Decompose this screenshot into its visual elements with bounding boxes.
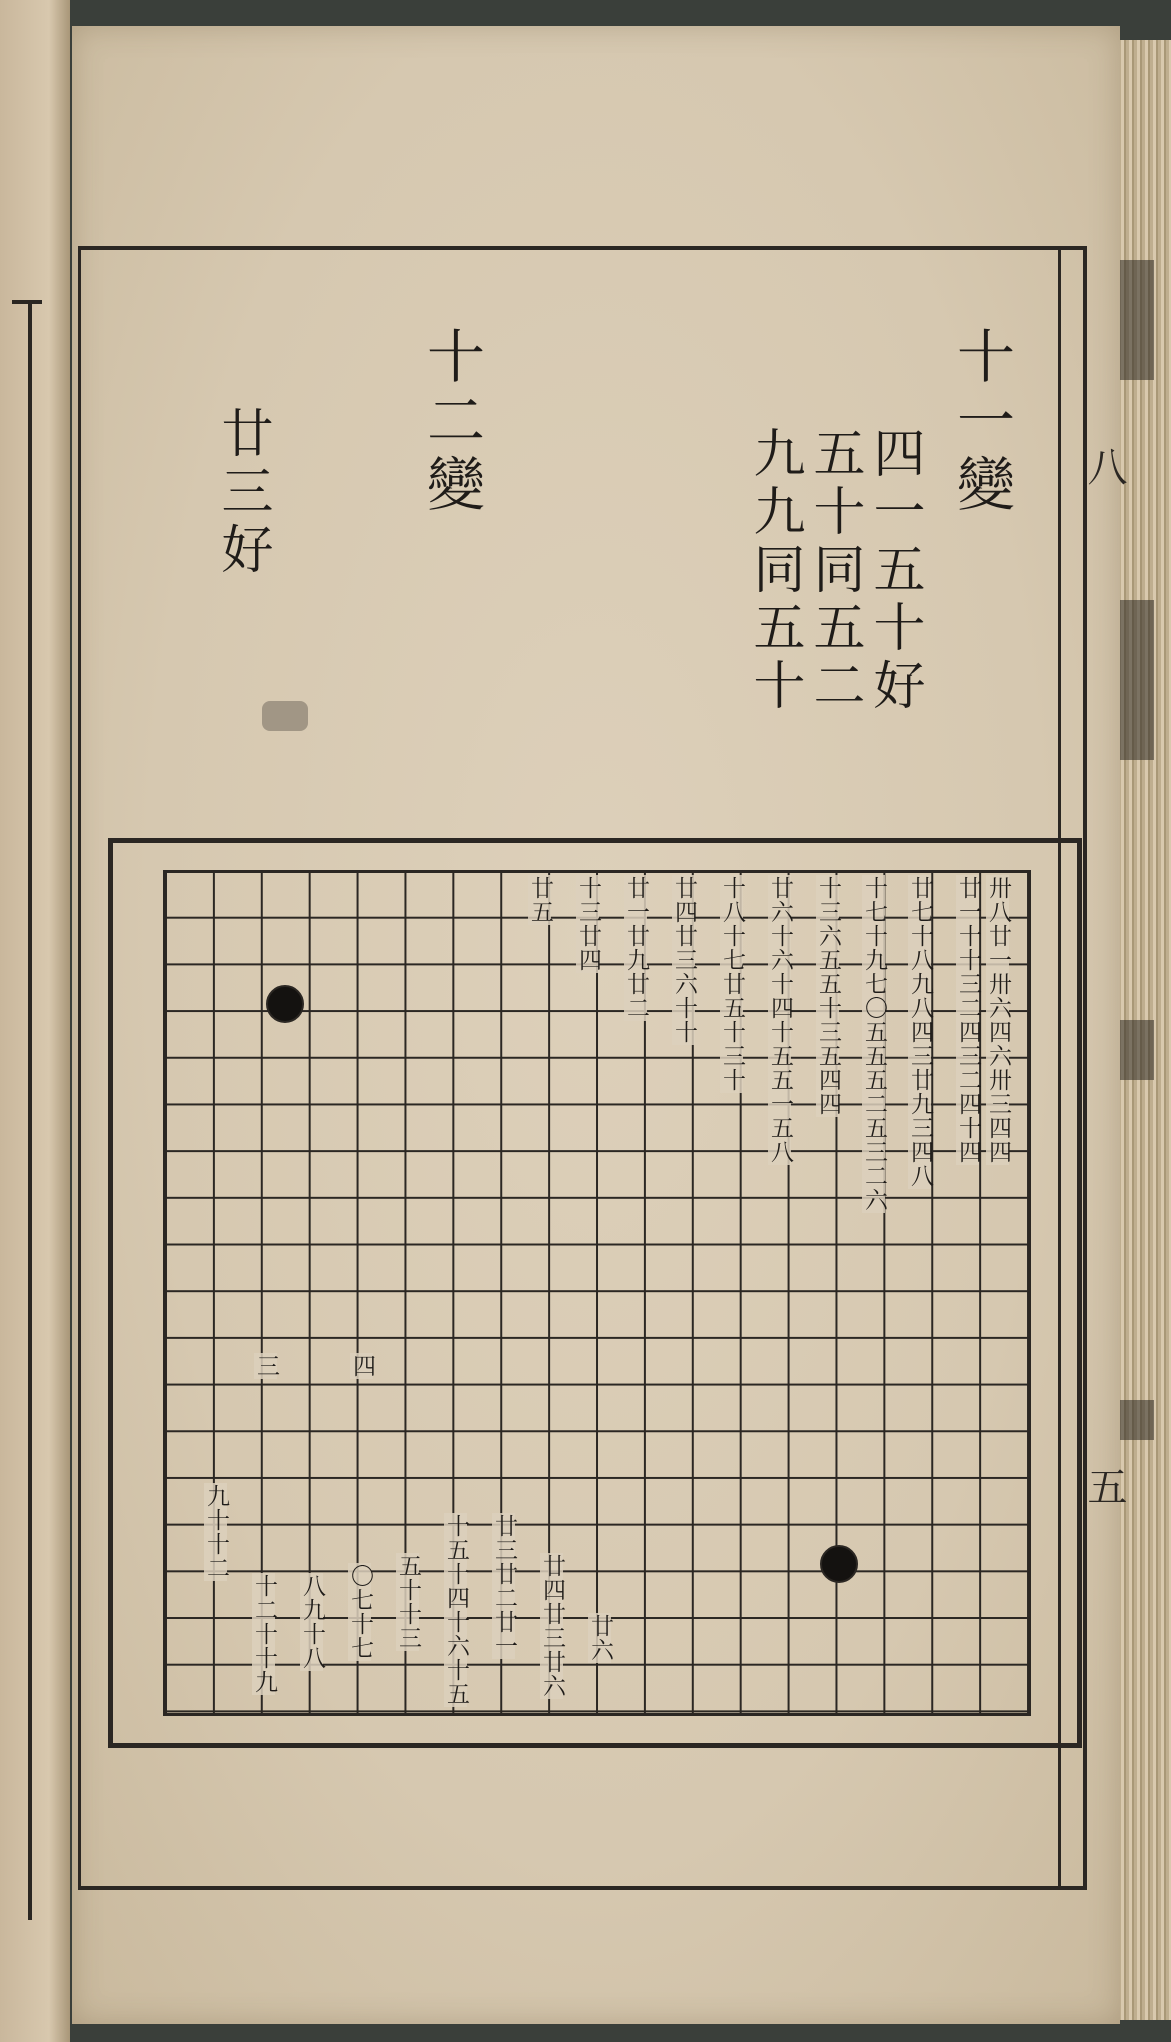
move-annotation: 九十十二 [203, 1484, 229, 1580]
move-annotation: 廿一廿九廿二 [623, 876, 649, 1020]
go-board-diagram [108, 838, 1082, 1748]
go-board-grid [163, 870, 1031, 1716]
adjacent-page [0, 0, 70, 2042]
move-annotation: 廿三廿二廿一 [491, 1514, 517, 1658]
variation-11-move-2: 五十同五二 [804, 426, 864, 716]
move-annotation: 廿六 [587, 1614, 613, 1662]
volume-mark: 八 [1081, 446, 1127, 492]
move-annotation: 十三廿四 [575, 876, 601, 972]
move-annotation: 廿四廿三六十十 [671, 876, 697, 1044]
move-annotation: 卅八廿一卅六四六卅三四四 [985, 876, 1011, 1164]
move-annotation: 八九十八 [299, 1574, 325, 1670]
black-stone [266, 985, 304, 1023]
variation-12-title: 十二變 [417, 326, 485, 518]
variation-12-note: 廿三好 [212, 406, 272, 580]
move-annotation: 廿七十八九八四三廿九三四八 [907, 876, 933, 1188]
variation-11-move-1: 四一五十好 [864, 426, 924, 716]
move-annotation: 十七十九七〇五五五二五三二六 [861, 876, 887, 1212]
move-annotation: 廿一十十三二四三二四十四 [955, 876, 981, 1164]
page-number: 五 [1081, 1466, 1127, 1512]
move-annotation: 五十十三 [395, 1554, 421, 1650]
move-annotation: 廿五 [527, 876, 553, 924]
move-annotation: 廿六十六十四十五五一五八 [767, 876, 793, 1164]
move-annotation: 十八十七廿五十三十 [719, 876, 745, 1092]
move-annotation: 〇七十七 [347, 1564, 373, 1660]
move-annotation: 四 [349, 1354, 375, 1378]
variation-11-title: 十一變 [947, 326, 1015, 518]
move-annotation: 十三六五五十三五四四 [815, 876, 841, 1116]
black-stone [820, 1545, 858, 1583]
ink-blot [262, 701, 308, 731]
book-page [72, 26, 1127, 2024]
move-annotation: 三 [253, 1354, 279, 1378]
move-annotation: 十二十十九 [251, 1574, 277, 1694]
variation-11-move-3: 九九同五十 [744, 426, 804, 716]
move-annotation: 廿四廿三廿六 [539, 1554, 565, 1698]
move-annotation: 十五十四十六十五 [443, 1514, 469, 1706]
